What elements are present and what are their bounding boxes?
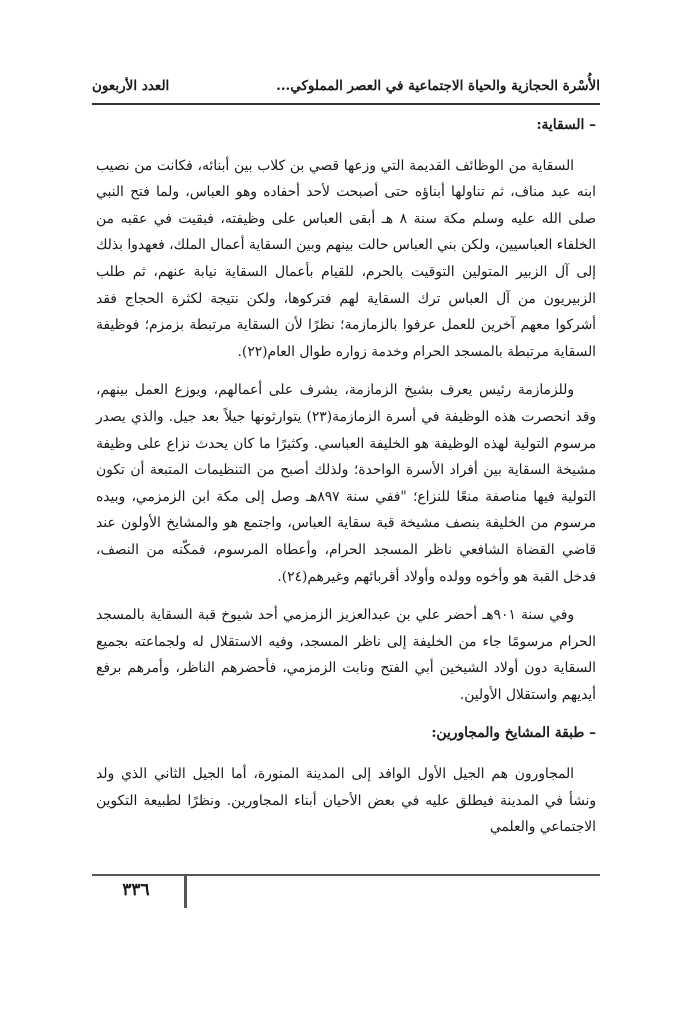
body-text — [96, 112, 596, 853]
header-title: الأُسْرة الحجازية والحياة الاجتماعية في العصر المملوكي... — [276, 78, 600, 94]
section-heading-mashayikh: – طبقة المشايخ والمجاورين: — [431, 725, 596, 742]
paragraph: السقاية من الوظائف القديمة التي وزعها قصي بن كلاب بين أبنائه، فكانت من نصيب ابنه عبد مناف، ثم تناولها أبناؤه حتى أصبحت لأحد أحفاده وهو العباس، ولما فتح النبي صلى الله عليه وسلم مكة سنة ٨ هـ أبقى العباس على وظيفته، فبقيت في عقبه من الخلفاء العباسيين، ولكن بني العباس حالت بينهم وبين السقاية أعمال الملك، فعهدوا بذلك إلى آل الزبير المتولين التوقيت بالحرم، للقيام بأعمال السقاية نيابة عنهم، ثم طلب الزبيريون من آل العباس ترك السقاية لهم فتركوها، ولكن نتيجة لكثرة الحجاج فقد أشركوا معهم آخرين للعمل عرفوا بالزمازمة؛ نظرًا لأن السقاية مرتبطة بزمزم؛ فوظيفة السقاية مرتبطة بالمسجد الحرام وخدمة زواره طوال العام(٢٢). — [96, 157, 596, 360]
section-heading-siqaya: – السقاية: — [536, 117, 596, 133]
header-divider — [92, 103, 600, 105]
page-number: ٣٣٦ — [122, 880, 150, 900]
paragraph: المجاورون هم الجيل الأول الوافد إلى المدينة المنورة، أما الجيل الثاني الذي ولد ونشأ في المدينة فيطلق عليه في بعض الأحيان أبناء المجاورين. ونظرًا لطبيعة التكوين الاجتماعي والعلمي — [96, 766, 596, 836]
header-issue: العدد الأربعون — [92, 78, 170, 94]
footer-vertical-mark — [184, 874, 187, 908]
running-header — [92, 74, 600, 100]
paragraph: وفي سنة ٩٠١هـ أحضر علي بن عبدالعزيز الزمزمي أحد شيوخ قبة السقاية بالمسجد الحرام مرسومًا جاء من الخليفة إلى ناظر المسجد، وفيه الاستقلال له ولجماعته بجميع السقاية دون أولاد الشيخين أبي الفتح ونابت الزمزمي، فأحضرهم الناظر، وأمرهم برفع أيديهم واستقلال الأولين. — [96, 607, 596, 703]
paragraph: وللزمازمة رئيس يعرف بشيخ الزمازمة، يشرف على أعمالهم، ويوزع العمل بينهم، وقد انحصرت هذه الوظيفة في أسرة الزمازمة(٢٣) يتوارثونها جيلاً بعد جيل. والذي يصدر مرسوم التولية لهذه الوظيفة هو الخليفة العباسي. وكثيرًا ما كان يحدث نزاع على وظيفة مشيخة السقاية بين أفراد الأسرة الواحدة؛ ولذلك أصبح من التنظيمات المتبعة أن تكون التولية فيها مناصفة منعًا للنزاع؛ "ففي سنة ٨٩٧هـ وصل إلى مكة ابن الزمزمي، وبيده مرسوم من الخليفة بنصف مشيخة قبة سقاية العباس، واجتمع هو والمشايخ الأولون عند قاضي القضاة الشافعي ناظر المسجد الحرام، وأعطاه المرسوم، فمكّنه من النصف، فدخل القبة هو وأخوه وولده وأولاد أقربائهم وغيرهم(٢٤). — [96, 382, 596, 585]
footer-divider — [92, 874, 600, 876]
